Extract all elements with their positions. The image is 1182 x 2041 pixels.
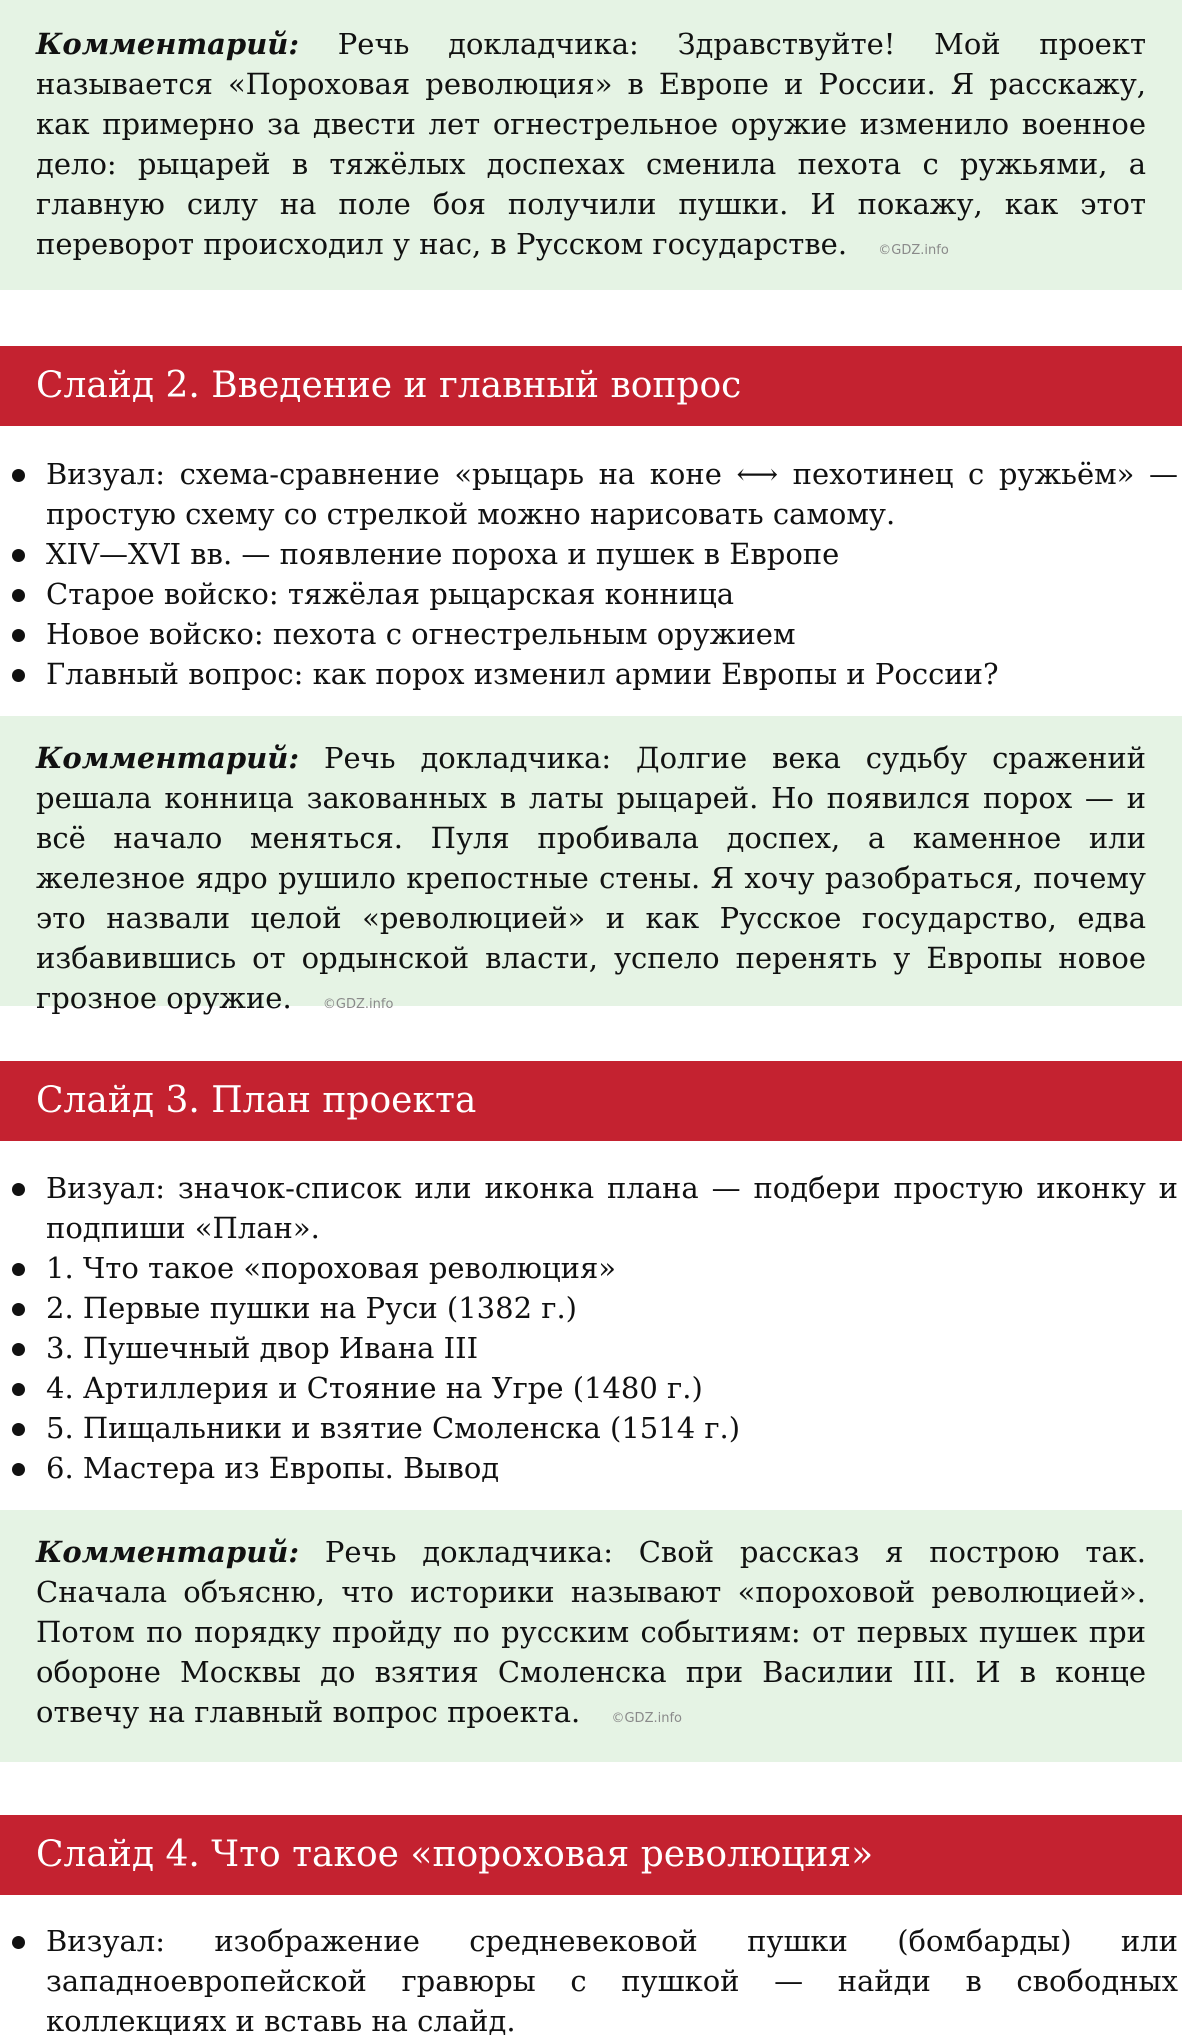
list-item: Визуал: схема-сравнение «рыцарь на коне ⟷ пехотинец с ружьём» — простую схему со стрелкой можно нарисовать самому.	[0, 454, 1178, 534]
comment-lead: Комментарий:	[36, 1535, 300, 1569]
speaker-comment-2	[0, 716, 1182, 1015]
slide-3-header	[0, 1061, 1182, 1141]
comment-lead: Комментарий:	[36, 27, 300, 61]
slide-4-bullets	[0, 1921, 1178, 2041]
bullet-icon	[12, 1263, 25, 1276]
watermark: ©GDZ.info	[322, 997, 394, 1012]
bullet-icon	[12, 1303, 25, 1316]
bullet-icon	[12, 1463, 25, 1476]
slide-title: Слайд 4. Что такое «пороховая революция»	[36, 1834, 874, 1875]
slide-title: Слайд 2. Введение и главный вопрос	[36, 365, 742, 406]
comment-text: Речь докладчика: Свой рассказ я построю так. Сначала объясню, что историки называют «пороховой революцией». Потом по порядку пройду по русским событиям: от первых пушек при обороне Москвы до взятия Смоленска при Василии III. И в конце отвечу на главный вопрос проекта.	[36, 1535, 1147, 1729]
list-item: Главный вопрос: как порох изменил армии Европы и России?	[0, 654, 1178, 694]
list-item: 2. Первые пушки на Руси (1382 г.)	[0, 1288, 1178, 1328]
bullet-icon	[12, 1183, 25, 1196]
watermark: ©GDZ.info	[878, 243, 949, 258]
slide-title: Слайд 3. План проекта	[36, 1080, 477, 1121]
list-item: XIV—XVI вв. — появление пороха и пушек в Европе	[0, 534, 1178, 574]
bullet-icon	[12, 549, 25, 562]
comment-text: Речь докладчика: Долгие века судьбу сражений решала конница закованных в латы рыцарей. Но появился порох — и всё начало меняться. Пуля пробивала доспех, а каменное или железное ядро рушило крепостные стены. Я хочу разобраться, почему это назвали целой «революцией» и как Русское государство, едва избавившись от ордынской власти, успело перенять у Европы новое грозное оружие.	[36, 741, 1146, 1015]
bullet-icon	[12, 669, 25, 682]
list-item: 3. Пушечный двор Ивана III	[0, 1328, 1178, 1368]
list-item: Старое войско: тяжёлая рыцарская конница	[0, 574, 1178, 614]
bullet-icon	[12, 1383, 25, 1396]
comment-lead: Комментарий:	[36, 741, 300, 775]
list-item: Новое войско: пехота с огнестрельным оружием	[0, 614, 1178, 654]
bullet-icon	[12, 1423, 25, 1436]
slide-2-bullets	[0, 454, 1178, 694]
slide-3-bullets	[0, 1168, 1178, 1488]
comment-text: Речь докладчика: Здравствуйте! Мой проект называется «Пороховая революция» в Европе и России. Я расскажу, как примерно за двести лет огнестрельное оружие изменило военное дело: рыцарей в тяжёлых доспехах сменила пехота с ружьями, а главную силу на поле боя получили пушки. И покажу, как этот переворот происходил у нас, в Русском государстве.	[36, 27, 1146, 261]
list-item: 5. Пищальники и взятие Смоленска (1514 г.)	[0, 1408, 1178, 1448]
slide-2-header	[0, 346, 1182, 426]
bullet-icon	[12, 1343, 25, 1356]
list-item: Визуал: значок-список или иконка плана — подбери простую иконку и подпиши «План».	[0, 1168, 1178, 1248]
list-item: 1. Что такое «пороховая революция»	[0, 1248, 1178, 1288]
list-item: 6. Мастера из Европы. Вывод	[0, 1448, 1178, 1488]
slide-4-header	[0, 1815, 1182, 1895]
watermark: ©GDZ.info	[611, 1711, 682, 1726]
list-item: 4. Артиллерия и Стояние на Угре (1480 г.)	[0, 1368, 1178, 1408]
speaker-comment-3	[0, 1510, 1182, 1762]
bullet-icon	[12, 469, 25, 482]
speaker-comment-1	[0, 0, 1182, 290]
list-item: Визуал: изображение средневековой пушки (бомбарды) или западноевропейской гравюры с пушкой — найди в свободных коллекциях и вставь на слайд.	[0, 1921, 1178, 2041]
bullet-icon	[12, 1936, 25, 1949]
bullet-icon	[12, 589, 25, 602]
bullet-icon	[12, 629, 25, 642]
